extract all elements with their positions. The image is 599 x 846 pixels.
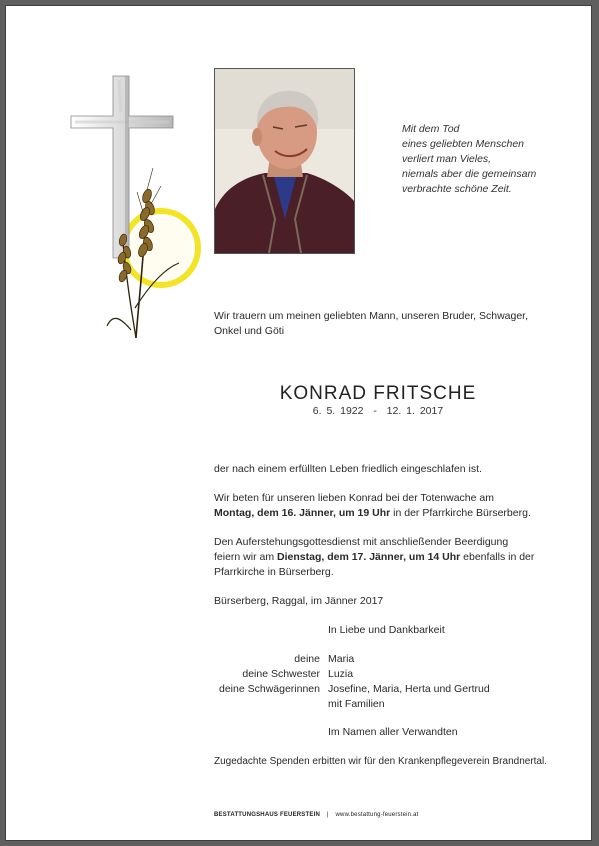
funeral-paragraph [214, 535, 584, 580]
mourner-role: deine Schwester [242, 668, 320, 680]
poem-line: verbrachte schöne Zeit. [402, 183, 512, 195]
mourner-names: Maria [328, 653, 355, 665]
footer-company: BESTATTUNGSHAUS FEUERSTEIN [214, 812, 320, 818]
life-dates: 6. 5. 1922 - 12. 1. 2017 [312, 405, 444, 417]
greeting: In Liebe und Dankbarkeit [328, 624, 445, 636]
poem-line: eines geliebten Menschen [402, 138, 525, 150]
footer [214, 812, 418, 818]
memorial-poem [402, 122, 582, 197]
mourner-names: Josefine, Maria, Herta und Gertrud [328, 683, 490, 695]
vigil-date: Montag, dem 16. Jänner, um 19 Uhr [214, 507, 391, 519]
cross-wheat-illustration [61, 68, 211, 343]
funeral-pre: feiern wir am [214, 551, 278, 563]
poem-line: verliert man Vieles, [402, 153, 492, 165]
vigil-paragraph [214, 491, 584, 521]
vigil-line: Wir beten für unseren lieben Konrad bei der Totenwache am [214, 492, 494, 504]
funeral-line-2 [214, 550, 584, 565]
mourner-names: Luzia [328, 668, 354, 680]
mourner-role: deine [294, 653, 320, 665]
mourner-names: mit Familien [328, 698, 385, 710]
obituary-sheet [6, 6, 591, 840]
funeral-post: ebenfalls in der [460, 551, 535, 563]
deceased-name: KONRAD FRITSCHE [279, 383, 477, 404]
funeral-line: Den Auferstehungsgottesdienst mit anschließender Beerdigung [214, 536, 509, 548]
poem-line: Mit dem Tod [402, 123, 460, 135]
donation-note: Zugedachte Spenden erbitten wir für den Krankenpflegeverein Brandnertal. [214, 756, 547, 767]
vigil-location: in der Pfarrkirche Bürserberg. [390, 507, 531, 519]
mourner-role: deine Schwägerinnen [219, 683, 320, 695]
footer-url-link[interactable]: www.bestattung-feuerstein.at [335, 812, 419, 818]
place-date: Bürserberg, Raggal, im Jänner 2017 [214, 595, 384, 607]
funeral-date: Dienstag, dem 17. Jänner, um 14 Uhr [277, 551, 461, 563]
closing-line: Im Namen aller Verwandten [328, 726, 458, 738]
poem-line: niemals aber die gemeinsam [402, 168, 537, 180]
intro-line: Wir trauern um meinen geliebten Mann, unseren Bruder, Schwager, [214, 310, 529, 322]
mourning-intro [214, 309, 574, 339]
deceased-portrait-photo [214, 68, 355, 254]
passing-sentence: der nach einem erfüllten Leben friedlich eingeschlafen ist. [214, 463, 482, 475]
funeral-line-3: Pfarrkirche in Bürserberg. [214, 566, 334, 578]
vigil-line-2 [214, 506, 584, 521]
intro-line: Onkel und Göti [214, 325, 285, 337]
footer-separator: | [326, 812, 329, 818]
